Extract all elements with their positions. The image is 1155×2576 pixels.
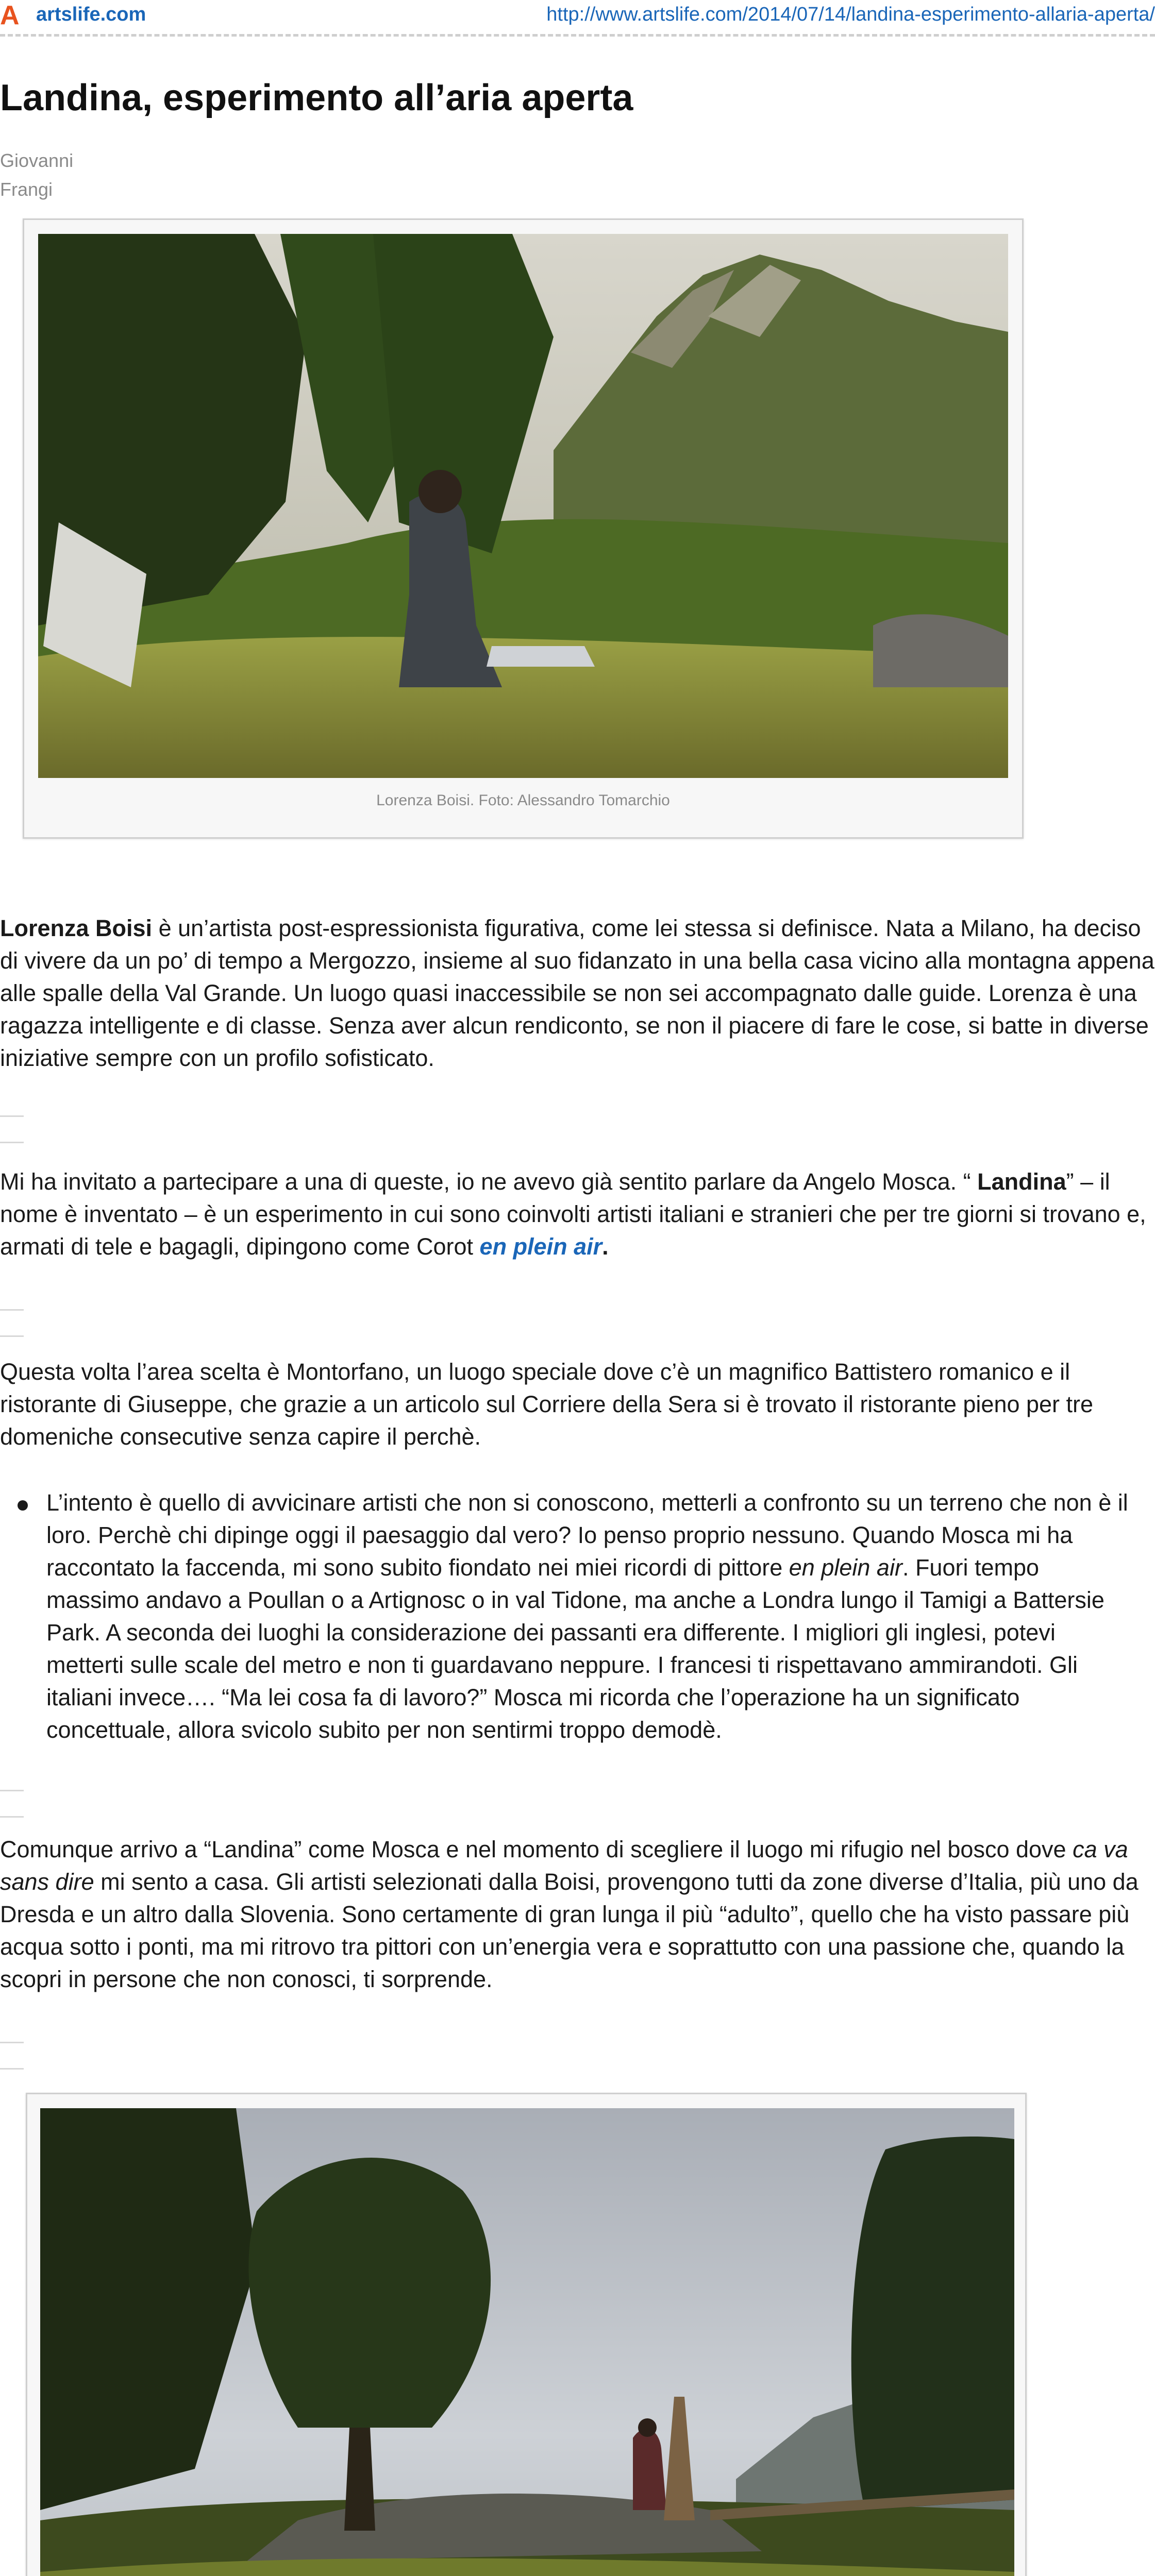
photo-lorenza-boisi-image (38, 234, 1008, 778)
separator (0, 2042, 24, 2043)
separator (0, 2068, 24, 2070)
landina-label: Landina (977, 1168, 1066, 1195)
author-last-name: Frangi (0, 179, 53, 200)
separator (0, 1309, 24, 1311)
top-bar (0, 0, 1155, 33)
separator (0, 1816, 24, 1818)
separator (0, 1142, 24, 1143)
separator (0, 1790, 24, 1791)
paragraph-1: Lorenza Boisi è un’artista post-espressionista figurativa, come lei stessa si definisce. Nata a Milano, ha deciso di vivere da un po’ di tempo a Mergozzo, insieme al suo fidanzato in una bella casa vicino alla montagna appena alle spalle della Val Grande. Un luogo quasi inaccessibile se non sei accompagnato dalle guide. Lorenza è una ragazza intelligente e di classe. Senza aver alcun rendiconto, se non il piacere di fare le cose, si batte in diverse iniziative sempre con un profilo sofisticato. (0, 915, 1154, 1071)
paragraph-4-list-item: L’intento è quello di avvicinare artisti che non si conoscono, metterli a confronto su un terreno che non è il loro. Perchè chi dipinge oggi il paesaggio dal vero? Io penso proprio nessuno. Quando Mosca mi ha raccontato la faccenda, mi sono subito fiondato nei miei ricordi di pittore en plein air. Fuori tempo massimo andavo a Poullan o a Artignosc o in val Tidone, ma anche a Londra lungo il Tamigi a Battersie Park. A seconda dei luoghi la considerazione dei passanti era differente. I migliori gli inglesi, potevi metterti sulle scale del metro e non ti guardavano neppure. I francesi ti rispettavano ammirandoti. Gli italiani invece…. “Ma lei cosa fa di lavoro?” Mosca mi ricorda che l’operazione ha un significato concettuale, allora svicolo subito per non sentirmi troppo demodè. (46, 1489, 1128, 1743)
artist-name-lorenza-boisi: Lorenza Boisi (0, 915, 153, 941)
paragraph-2: Mi ha invitato a partecipare a una di queste, io ne avevo già sentito parlare da Angelo Mosca. “ Landina” – il nome è inventato – è un esperimento in cui sono coinvolti artisti italiani e stranieri che per tre giorni si trovano e, armati di tele e bagagli, dipingono come Corot en plein air. (0, 1168, 1146, 1260)
site-link[interactable]: artslife.com (36, 4, 146, 25)
figure-caption: Lorenza Boisi. Foto: Alessandro Tomarchio (376, 792, 670, 809)
article-title: Landina, esperimento all’aria aperta (0, 77, 633, 118)
bullet-icon (18, 1500, 28, 1511)
paragraph-3: Questa volta l’area scelta è Montorfano, un luogo speciale dove c’è un magnifico Battistero romanico e il ristorante di Giuseppe, che grazie a un articolo sul Corriere della Sera si è trovato il ristorante pieno per tre domeniche consecutive senza capire il perchè. (0, 1359, 1094, 1450)
figure-paola-alborghetti (26, 2093, 1027, 2576)
header-divider (0, 34, 1155, 37)
link-en-plein-air[interactable]: en plein air (479, 1233, 602, 1260)
figure-lorenza-boisi (23, 218, 1024, 839)
separator (0, 1115, 24, 1117)
artslife-logo-icon[interactable]: A (0, 1, 20, 30)
paragraph-5: Comunque arrivo a “Landina” come Mosca e nel momento di scegliere il luogo mi rifugio nel bosco dove ca va sans dire mi sento a casa. Gli artisti selezionati dalla Boisi, provengono tutti da zone diverse d’Italia, più uno da Dresda e un altro dalla Slovenia. Sono certamente di gran lunga il più “adulto”, quello che ha visto passare più acqua sotto i ponti, ma mi ritrovo tra pittori con un’energia vera e soprattutto con una passione che, quando la scopri in persone che non conosci, ti sorprende. (0, 1836, 1139, 1992)
photo-paola-alborghetti-image (40, 2108, 1014, 2576)
page-url-link[interactable]: http://www.artslife.com/2014/07/14/landina-esperimento-allaria-aperta/ (546, 4, 1155, 25)
photo-paola-alborghetti[interactable] (40, 2108, 1014, 2576)
separator (0, 1335, 24, 1337)
photo-lorenza-boisi[interactable] (38, 234, 1008, 778)
author[interactable] (0, 146, 113, 204)
author-first-name: Giovanni (0, 150, 74, 171)
